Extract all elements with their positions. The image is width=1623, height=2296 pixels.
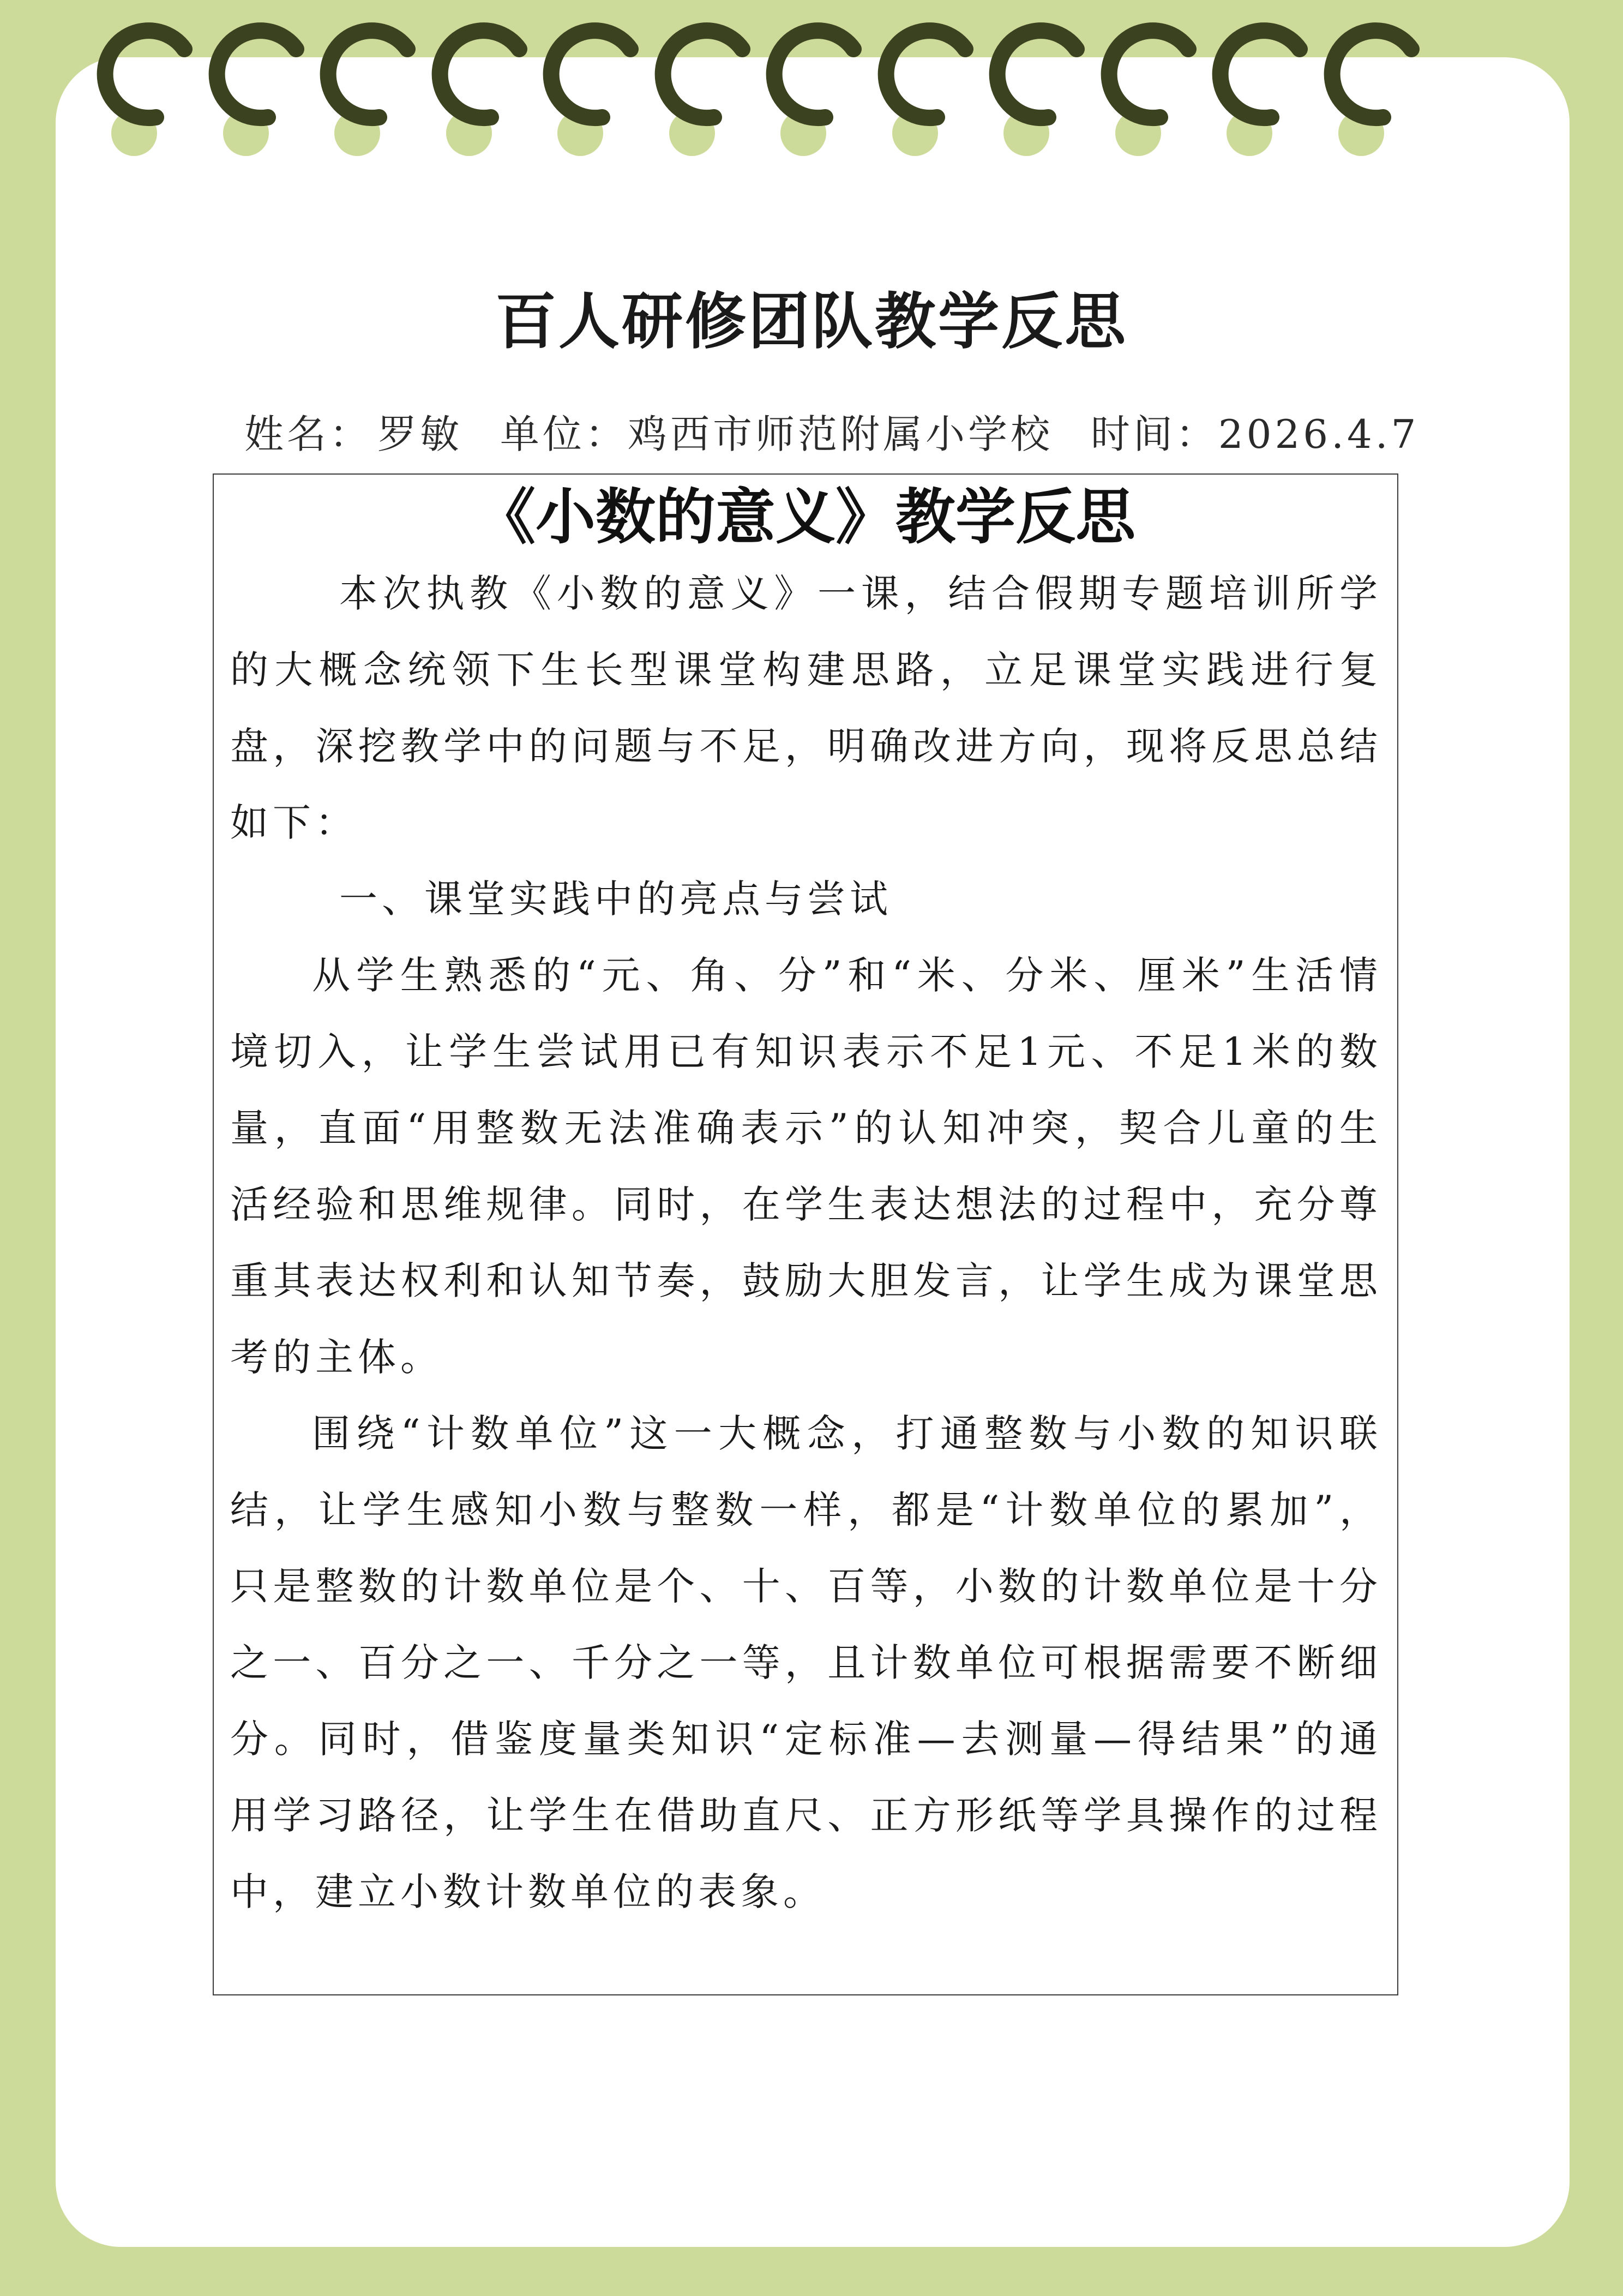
spiral-ring-icon: [650, 0, 761, 164]
paragraph-body: 围绕“计数单位”这一大概念，打通整数与小数的知识联结，让学生感知小数与整数一样，都是“计数单位的累加”，只是整数的计数单位是个、十、百等，小数的计数单位是十分之一、百分之一、千分之一等，且计数单位可根据需要不断细分。同时，借鉴度量类知识“定标准—去测量—得结果”的通用学习路径，让学生在借助直尺、正方形纸等学具操作的过程中，建立小数计数单位的表象。: [230, 1411, 1382, 1914]
time-field: [1091, 411, 1420, 457]
spiral-ring-icon: [538, 0, 650, 164]
name-value: 罗敏: [377, 411, 463, 457]
spiral-ring-icon: [984, 0, 1096, 164]
paragraph-body: 从学生熟悉的“元、角、分”和“米、分米、厘米”生活情境切入，让学生尝试用已有知识表示不足1元、不足1米的数量，直面“用整数无法准确表示”的认知冲突，契合儿童的生活经验和思维规律。同时，在学生表达想法的过程中，充分尊重其表达权利和认知节奏，鼓励大胆发言，让学生成为课堂思考的主体。: [230, 953, 1382, 1380]
name-label: 姓名：: [244, 411, 372, 457]
spiral-ring-icon: [203, 0, 315, 164]
spiral-ring-icon: [1096, 0, 1207, 164]
unit-value: 鸡西市师范附属小学校: [627, 411, 1053, 457]
paragraph-intro: 本次执教《小数的意义》一课，结合假期专题培训所学的大概念统领下生长型课堂构建思路，立足课堂实践进行复盘，深挖教学中的问题与不足，明确改进方向，现将反思总结如下：: [230, 571, 1382, 845]
time-value: 2026.4.7: [1218, 411, 1420, 457]
spiral-ring-icon: [426, 0, 538, 164]
reflection-box: [213, 473, 1398, 1995]
spiral-ring-icon: [1319, 0, 1430, 164]
reflection-body: [214, 555, 1397, 1930]
name-field: [244, 411, 462, 457]
spiral-ring-icon: [873, 0, 984, 164]
section-heading: 一、课堂实践中的亮点与尝试: [339, 877, 892, 921]
spiral-ring-icon: [92, 0, 203, 164]
reflection-title: 《小数的意义》教学反思: [476, 482, 1135, 552]
spiral-ring-icon: [1207, 0, 1319, 164]
spiral-binding: [0, 0, 1623, 164]
unit-field: [500, 411, 1053, 457]
spiral-ring-icon: [761, 0, 873, 164]
time-label: 时间：: [1090, 411, 1218, 457]
author-info-line: [244, 403, 1420, 459]
page-title: 百人研修团队教学反思: [495, 286, 1128, 357]
unit-label: 单位：: [500, 411, 628, 457]
spiral-ring-icon: [315, 0, 426, 164]
